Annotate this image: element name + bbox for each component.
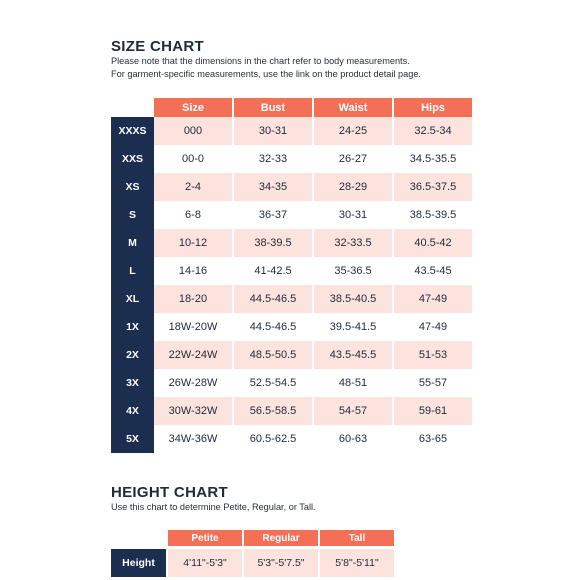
cell-size: 2-4 [154,173,232,201]
row-label: 4X [126,405,139,417]
cell-size: 30W-32W [154,397,232,425]
table-row [154,369,472,397]
cell-hips: 47-49 [394,285,472,313]
table-row [154,341,472,369]
cell-waist: 60-63 [314,425,392,453]
cell-hips: 59-61 [394,397,472,425]
height-chart-header-row [168,530,401,546]
cell-hips: 51-53 [394,341,472,369]
column-header-petite: Petite [168,530,242,546]
size-chart-cells [154,117,472,453]
cell-hips: 47-49 [394,313,472,341]
table-row [154,425,472,453]
size-chart-heading [111,38,481,80]
cell-size: 14-16 [154,257,232,285]
table-row [111,549,401,577]
height-chart-note: Use this chart to determine Petite, Regular, or Tall. [111,502,316,512]
table-row [154,173,472,201]
size-chart-title: SIZE CHART [111,38,204,55]
table-row [154,313,472,341]
cell-waist: 54-57 [314,397,392,425]
cell-bust: 48.5-50.5 [234,341,312,369]
cell-hips: 32.5-34 [394,117,472,145]
cell-petite: 4'11"-5'3" [168,549,242,577]
cell-hips: 34.5-35.5 [394,145,472,173]
cell-hips: 40.5-42 [394,229,472,257]
cell-waist: 43.5-45.5 [314,341,392,369]
cell-hips: 43.5-45 [394,257,472,285]
cell-bust: 60.5-62.5 [234,425,312,453]
row-label: XXS [121,153,143,165]
column-header-bust: Bust [234,98,312,117]
height-chart-table [111,530,401,577]
cell-bust: 56.5-58.5 [234,397,312,425]
cell-bust: 34-35 [234,173,312,201]
cell-tall: 5'8"-5'11" [320,549,394,577]
cell-waist: 26-27 [314,145,392,173]
column-header-waist: Waist [314,98,392,117]
row-label: XXXS [118,125,147,137]
row-label: XL [125,293,140,305]
cell-waist: 48-51 [314,369,392,397]
table-row [154,201,472,229]
table-row [154,397,472,425]
column-header-hips: Hips [394,98,472,117]
cell-size: 26W-28W [154,369,232,397]
cell-size: 34W-36W [154,425,232,453]
cell-waist: 28-29 [314,173,392,201]
cell-waist: 24-25 [314,117,392,145]
column-header-size: Size [154,98,232,117]
cell-size: 22W-24W [154,341,232,369]
cell-bust: 44.5-46.5 [234,313,312,341]
table-row [154,229,472,257]
cell-waist: 39.5-41.5 [314,313,392,341]
cell-size: 00-0 [154,145,232,173]
cell-hips: 55-57 [394,369,472,397]
cell-bust: 41-42.5 [234,257,312,285]
row-label: 2X [126,349,139,361]
row-label: L [129,265,136,277]
row-label: M [128,237,137,249]
cell-bust: 30-31 [234,117,312,145]
size-chart-note-line2: For garment-specific measurements, use the link on the product detail page. [111,68,421,79]
cell-bust: 52.5-54.5 [234,369,312,397]
cell-size: 18-20 [154,285,232,313]
table-row [154,257,472,285]
cell-waist: 30-31 [314,201,392,229]
cell-size: 6-8 [154,201,232,229]
cell-hips: 36.5-37.5 [394,173,472,201]
cell-size: 000 [154,117,232,145]
height-chart-title: HEIGHT CHART [111,484,228,501]
cell-bust: 44.5-46.5 [234,285,312,313]
cell-waist: 32-33.5 [314,229,392,257]
column-header-regular: Regular [244,530,318,546]
cell-size: 10-12 [154,229,232,257]
row-label: XS [125,181,140,193]
cell-waist: 38.5-40.5 [314,285,392,313]
row-label: 5X [126,433,139,445]
size-chart-header-row [154,98,476,117]
cell-regular: 5'3"-5'7.5" [244,549,318,577]
cell-size: 18W-20W [154,313,232,341]
row-label-column [111,117,154,453]
height-chart-heading [111,484,316,514]
row-label-height: Height [111,549,166,577]
size-chart-note-line1: Please note that the dimensions in the chart refer to body measurements. [111,56,410,66]
cell-hips: 38.5-39.5 [394,201,472,229]
row-label: 1X [126,321,139,333]
cell-bust: 38-39.5 [234,229,312,257]
row-label: 3X [126,377,139,389]
size-chart-body [111,117,476,453]
table-row [154,117,472,145]
column-header-tall: Tall [320,530,394,546]
cell-bust: 36-37 [234,201,312,229]
size-chart-table [111,98,476,453]
table-row [154,285,472,313]
table-row [154,145,472,173]
cell-waist: 35-36.5 [314,257,392,285]
cell-hips: 63-65 [394,425,472,453]
row-label: S [128,209,136,221]
cell-bust: 32-33 [234,145,312,173]
